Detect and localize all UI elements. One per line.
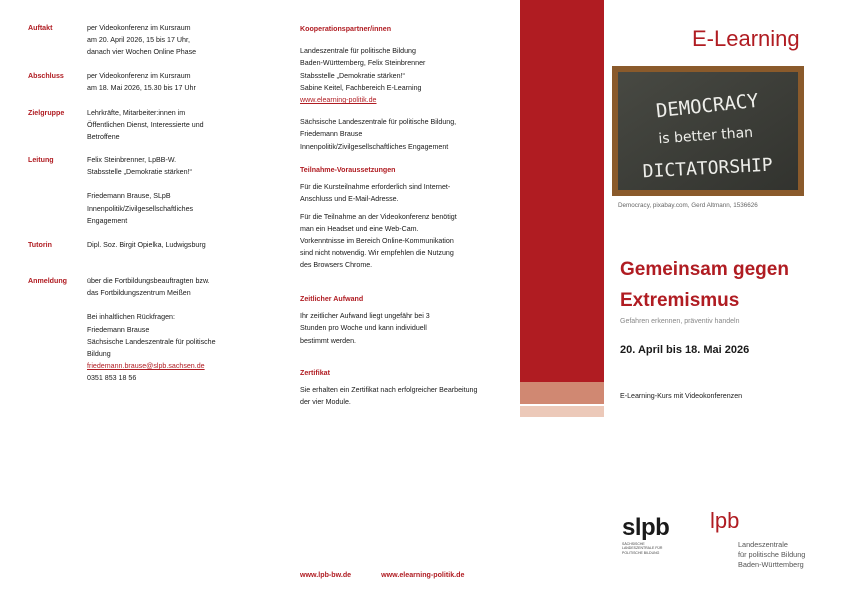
chalk-line-2: is better than — [657, 124, 754, 148]
main-title-line-2: Extremismus — [620, 290, 740, 311]
info-value — [87, 22, 277, 59]
requirements-line: man ein Headset und eine Web-Cam. — [300, 224, 419, 233]
course-dates: 20. April bis 18. Mai 2026 — [620, 344, 750, 356]
info-label: Anmeldung — [28, 277, 68, 285]
effort-heading: Zeitlicher Aufwand — [300, 295, 364, 303]
info-line: per Videokonferenz im Kursraum — [87, 24, 191, 32]
info-label: Tutorin — [28, 241, 52, 249]
info-value — [87, 154, 277, 227]
info-value — [87, 239, 277, 251]
info-line: Stabsstelle „Demokratie stärken!“ — [87, 168, 192, 177]
info-label: Zielgruppe — [28, 109, 65, 117]
main-title — [620, 254, 789, 316]
slpb-logo — [622, 514, 692, 566]
chalk-line-1: DEMOCRACY — [655, 89, 760, 123]
requirements-line: Für die Kursteilnahme erforderlich sind Internet- — [300, 183, 451, 192]
course-type: E-Learning-Kurs mit Videokonferenzen — [620, 392, 743, 400]
requirements-line: des Browsers Chrome. — [300, 261, 373, 270]
effort-line: Stunden pro Woche und kann individuell — [300, 324, 427, 333]
requirements-section — [300, 164, 520, 272]
info-line: Innenpolitik/Zivilgesellschaftliches — [87, 204, 194, 213]
subtitle: Gefahren erkennen, präventiv handeln — [620, 318, 740, 325]
chalk-line-3: DICTATORSHIP — [642, 154, 774, 183]
info-line: Bei inhaltlichen Rückfragen: — [87, 313, 175, 322]
certificate-section — [300, 367, 520, 409]
lpb-subtext: Landeszentrale für politische Bildung Baden-Württemberg — [738, 540, 806, 569]
slpb-wordmark: slpb — [622, 514, 670, 541]
effort-line: Ihr zeitlicher Aufwand liegt ungefähr bei 3 — [300, 312, 430, 321]
elearning-title: E-Learning — [692, 26, 800, 51]
decorative-band — [520, 0, 604, 595]
band-salmon — [520, 382, 604, 404]
info-line: danach vier Wochen Online Phase — [87, 48, 197, 57]
info-value — [87, 107, 277, 144]
info-label: Abschluss — [28, 72, 64, 80]
certificate-line: Sie erhalten ein Zertifikat nach erfolgreicher Bearbeitung — [300, 386, 478, 395]
requirements-line: Vorkenntnisse im Bereich Online-Kommunikation — [300, 237, 454, 246]
elearning-politik-link[interactable]: www.elearning-politik.de — [381, 571, 465, 579]
main-title-line-1: Gemeinsam gegen — [620, 259, 789, 280]
partners-line: Baden-Württemberg, Felix Steinbrenner — [300, 59, 426, 68]
requirements-heading: Teilnahme-Voraussetzungen — [300, 166, 396, 174]
info-line: Friedemann Brause — [87, 325, 150, 334]
partners-line: Sabine Keitel, Fachbereich E-Learning — [300, 83, 422, 92]
middle-panel — [282, 0, 520, 595]
info-line: am 20. April 2026, 15 bis 17 Uhr, — [87, 36, 190, 45]
info-line: Öffentlichen Dienst, Interessierte und — [87, 121, 204, 130]
partners-line: Sächsische Landeszentrale für politische Bildung, — [300, 118, 457, 127]
info-line: Bildung — [87, 350, 111, 359]
info-line: Engagement — [87, 216, 128, 225]
info-line: am 18. Mai 2026, 15.30 bis 17 Uhr — [87, 84, 196, 93]
certificate-line: der vier Module. — [300, 398, 351, 407]
info-line: Lehrkräfte, Mitarbeiter:innen im — [87, 109, 186, 117]
requirements-line: Für die Teilnahme an der Videokonferenz benötigt — [300, 212, 457, 221]
info-line: über die Fortbildungsbeauftragten bzw. — [87, 277, 210, 285]
left-panel — [0, 0, 282, 595]
right-panel — [604, 0, 842, 595]
info-line: Felix Steinbrenner, LpBB-W. — [87, 156, 177, 164]
partners-line: Friedemann Brause — [300, 130, 363, 139]
lpb-bw-link[interactable]: www.lpb-bw.de — [300, 571, 352, 579]
slpb-subtext: SÄCHSISCHE LANDESZENTRALE FÜR POLITISCHE BILDUNG — [622, 542, 663, 555]
info-value — [87, 275, 277, 385]
effort-section — [300, 293, 520, 347]
info-line: per Videokonferenz im Kursraum — [87, 72, 191, 80]
partners-line: Innenpolitik/Zivilgesellschaftliches Engagement — [300, 142, 449, 151]
partners-line: Stabsstelle „Demokratie stärken!“ — [300, 71, 405, 80]
elearning-link[interactable]: www.elearning-politik.de — [300, 96, 377, 105]
email-link[interactable]: friedemann.brause@slpb.sachsen.de — [87, 362, 205, 371]
info-line: Dipl. Soz. Birgit Opielka, Ludwigsburg — [87, 241, 206, 249]
info-line: Friedemann Brause, SLpB — [87, 192, 171, 201]
info-label: Auftakt — [28, 24, 53, 32]
partners-heading: Kooperationspartner/innen — [300, 25, 392, 33]
footer-links — [300, 571, 492, 579]
image-credit: Democracy, pixabay.com, Gerd Altmann, 1536626 — [618, 202, 758, 209]
partners-section — [300, 23, 520, 153]
lpb-wordmark: lpb — [710, 508, 740, 533]
band-light — [520, 406, 604, 417]
info-line: Betroffene — [87, 133, 120, 142]
info-label: Leitung — [28, 156, 54, 164]
phone-number: 0351 853 18 56 — [87, 374, 137, 383]
lpb-logo — [710, 508, 830, 570]
effort-line: bestimmt werden. — [300, 336, 356, 345]
band-red — [520, 0, 604, 382]
info-line: Sächsische Landeszentrale für politische — [87, 337, 216, 346]
requirements-line: Anschluss und E-Mail-Adresse. — [300, 195, 399, 204]
requirements-line: sind nicht notwendig. Wir empfehlen die Nutzung — [300, 249, 454, 258]
partners-line: Landeszentrale für politische Bildung — [300, 47, 416, 56]
certificate-heading: Zertifikat — [300, 369, 330, 377]
chalkboard-image — [612, 66, 804, 196]
info-value — [87, 70, 277, 94]
info-line: das Fortbildungszentrum Meißen — [87, 289, 191, 298]
